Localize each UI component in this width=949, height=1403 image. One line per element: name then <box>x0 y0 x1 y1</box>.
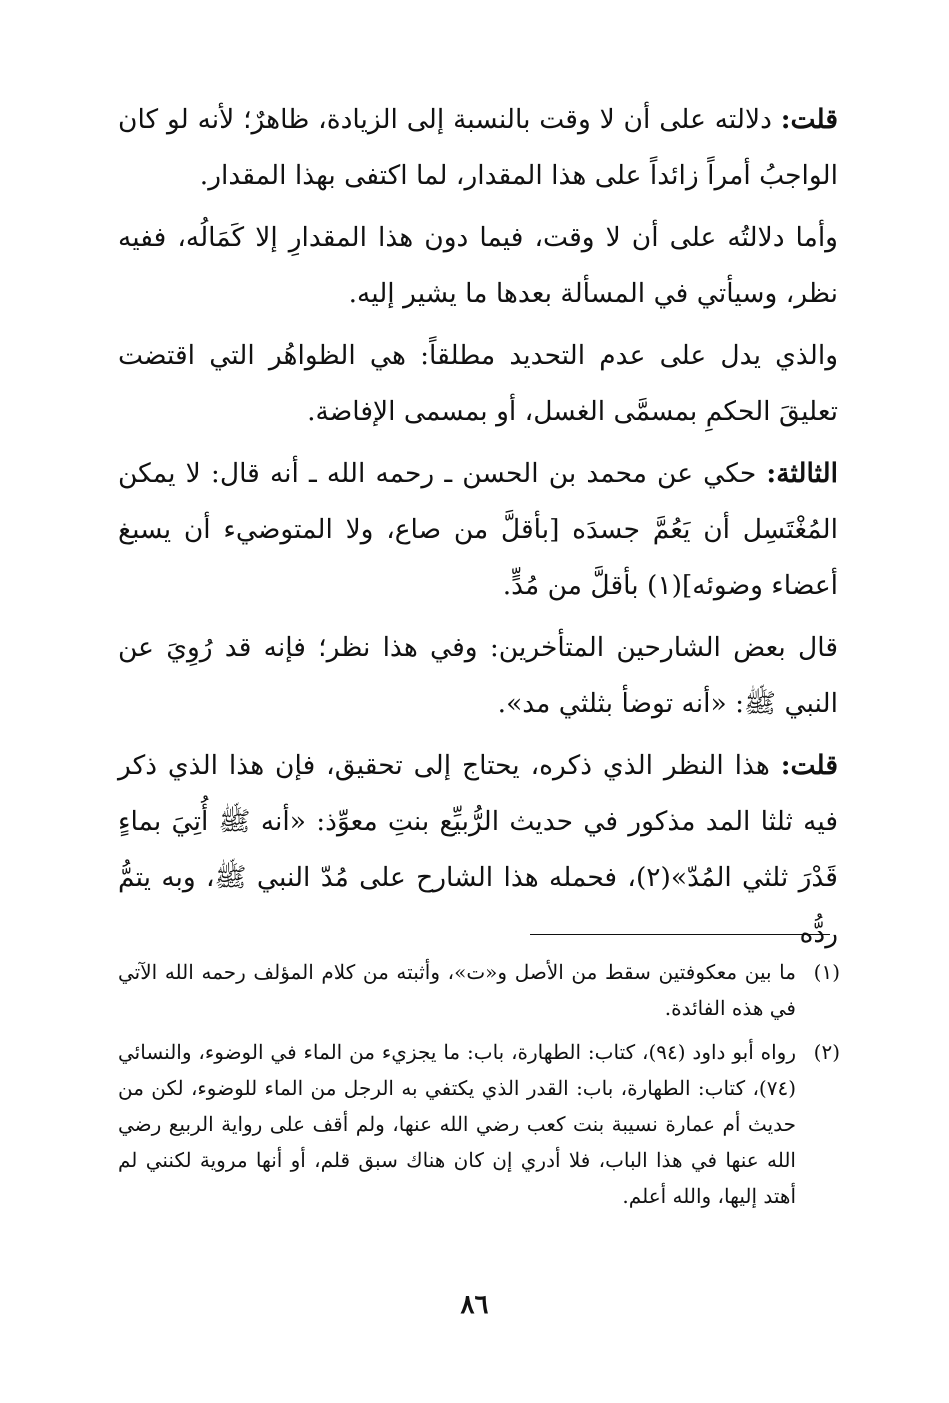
main-text <box>118 92 838 968</box>
footnote-2 <box>118 1034 840 1214</box>
paragraph-4 <box>118 446 838 614</box>
paragraph-5 <box>118 620 838 732</box>
paragraph-text: والذي يدل على عدم التحديد مطلقاً: هي الظواهُر التي اقتضت تعليقَ الحكمِ بمسمَّى الغسل، أو بمسمى الإفاضة. <box>118 340 838 427</box>
footnote-number: (١) <box>813 960 840 984</box>
paragraph-text: قال بعض الشارحين المتأخرين: وفي هذا نظر؛ فإنه قد رُوِيَ عن النبي ﷺ: «أنه توضأ بثلثي مد». <box>118 632 838 719</box>
paragraph-text: وأما دلالتُه على أن لا وقت، فيما دون هذا المقدارِ إلا كَمَالُه، ففيه نظر، وسيأتي في المسألة بعدها ما يشير إليه. <box>118 222 838 309</box>
footnote-separator <box>530 934 830 935</box>
footnotes <box>118 954 840 1222</box>
paragraph-6 <box>118 738 838 962</box>
paragraph-3 <box>118 328 838 440</box>
footnote-text: رواه أبو داود (٩٤)، كتاب: الطهارة، باب: ما يجزيء من الماء في الوضوء، والنسائي (٧٤)، كتاب: الطهارة، باب: القدر الذي يكتفي به الرجل من الماء للوضوء، لكن من حديث أم عمارة نسيبة بنت كعب رضي الله عنها، ولم أقف على رواية الربيع رضي الله عنها في هذا الباب، فلا أدري إن كان هناك سبق قلم، أو أنها مروية لكنني لم أهتد إليها، والله أعلم. <box>118 1040 796 1208</box>
footnote-text: ما بين معكوفتين سقط من الأصل و«ت»، وأثبته من كلام المؤلف رحمه الله الآتي في هذه الفائدة. <box>118 960 796 1020</box>
paragraph-text: دلالته على أن لا وقت بالنسبة إلى الزيادة، ظاهرٌ؛ لأنه لو كان الواجبُ أمراً زائداً على هذا المقدار، لما اكتفى بهذا المقدار. <box>118 104 838 191</box>
paragraph-lead: الثالثة: <box>766 458 838 489</box>
paragraph-lead: قلت: <box>780 750 838 781</box>
paragraph-lead: قلت: <box>780 104 838 135</box>
paragraph-1 <box>118 92 838 204</box>
paragraph-text: هذا النظر الذي ذكره، يحتاج إلى تحقيق، فإن هذا الذي ذكر فيه ثلثا المد مذكور في حديث الرُّبيِّع بنتِ معوِّذ: «أنه ﷺ أُتِيَ بماءٍ قَدْرَ ثلثي المُدّ»(٢)، فحمله هذا الشارح على مُدّ النبي ﷺ، وبه يتمُّ ردُّه <box>118 750 838 949</box>
paragraph-text: حكي عن محمد بن الحسن ـ رحمه الله ـ أنه قال: لا يمكن المُغْتَسِل أن يَعُمَّ جسدَه [بأقلَّ من صاع، ولا المتوضيء أن يسبغ أعضاء وضوئه](١) بأقلَّ من مُدٍّ. <box>118 458 838 601</box>
footnote-1 <box>118 954 840 1026</box>
footnote-number: (٢) <box>813 1040 840 1064</box>
page-number: ٨٦ <box>460 1290 489 1320</box>
paragraph-2 <box>118 210 838 322</box>
